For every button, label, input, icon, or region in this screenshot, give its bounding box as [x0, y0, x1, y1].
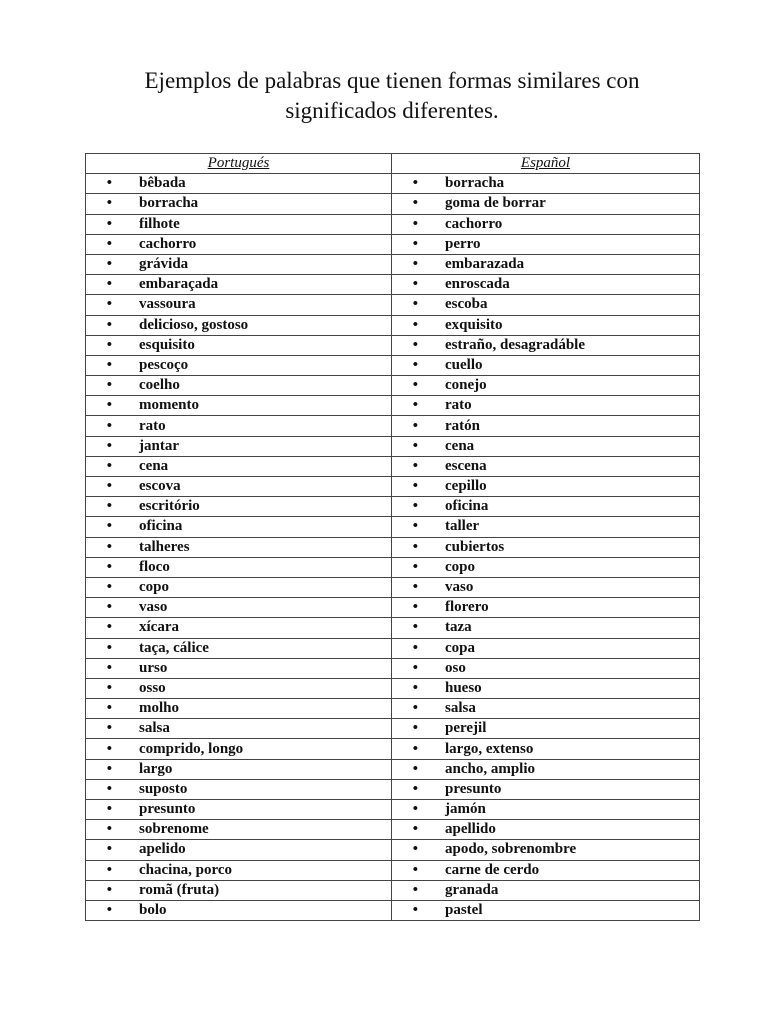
- bullet-icon: •: [412, 478, 418, 495]
- spanish-word: cubiertos: [445, 538, 505, 555]
- spanish-word-cell: [392, 719, 700, 739]
- bullet-icon: •: [106, 780, 112, 797]
- spanish-word: oficina: [445, 498, 489, 515]
- portuguese-word: borracha: [139, 195, 199, 212]
- bullet-icon: •: [412, 336, 418, 353]
- spanish-word-cell: [392, 759, 700, 779]
- bullet-icon: •: [106, 881, 112, 898]
- bullet-icon: •: [106, 175, 112, 192]
- spanish-word-cell: [392, 214, 700, 234]
- portuguese-word-cell: [86, 456, 392, 476]
- spanish-word-cell: [392, 678, 700, 698]
- table-row: [86, 254, 700, 274]
- portuguese-word-cell: [86, 900, 392, 920]
- portuguese-word: jantar: [139, 437, 179, 454]
- table-row: [86, 678, 700, 698]
- bullet-icon: •: [106, 296, 112, 313]
- portuguese-word: sobrenome: [139, 821, 209, 838]
- portuguese-word: taça, cálice: [139, 639, 209, 656]
- spanish-word: salsa: [445, 700, 476, 717]
- bullet-icon: •: [106, 821, 112, 838]
- spanish-word-cell: [392, 739, 700, 759]
- spanish-word: conejo: [445, 377, 487, 394]
- portuguese-word: bolo: [139, 902, 167, 919]
- table-row: [86, 295, 700, 315]
- bullet-icon: •: [412, 760, 418, 777]
- portuguese-word-cell: [86, 779, 392, 799]
- table-row: [86, 537, 700, 557]
- table-row: [86, 376, 700, 396]
- spanish-word-cell: [392, 880, 700, 900]
- portuguese-word-cell: [86, 678, 392, 698]
- bullet-icon: •: [412, 316, 418, 333]
- bullet-icon: •: [412, 679, 418, 696]
- portuguese-word: bêbada: [139, 175, 186, 192]
- portuguese-word-cell: [86, 598, 392, 618]
- bullet-icon: •: [412, 861, 418, 878]
- spanish-word: oso: [445, 659, 466, 676]
- bullet-icon: •: [412, 195, 418, 212]
- table-row: [86, 436, 700, 456]
- portuguese-word: oficina: [139, 518, 183, 535]
- bullet-icon: •: [106, 700, 112, 717]
- bullet-icon: •: [412, 457, 418, 474]
- bullet-icon: •: [106, 760, 112, 777]
- bullet-icon: •: [106, 478, 112, 495]
- vocabulary-table: [85, 153, 700, 921]
- portuguese-word: osso: [139, 679, 166, 696]
- spanish-word: estraño, desagradáble: [445, 336, 585, 353]
- spanish-word: florero: [445, 599, 489, 616]
- header-espanol: Español: [392, 154, 700, 174]
- portuguese-word: romã (fruta): [139, 881, 220, 898]
- bullet-icon: •: [412, 175, 418, 192]
- bullet-icon: •: [106, 720, 112, 737]
- portuguese-word: salsa: [139, 720, 170, 737]
- bullet-icon: •: [106, 397, 112, 414]
- portuguese-word: largo: [139, 760, 173, 777]
- portuguese-word-cell: [86, 174, 392, 194]
- table-row: [86, 759, 700, 779]
- table-row: [86, 800, 700, 820]
- portuguese-word: pescoço: [139, 356, 189, 373]
- portuguese-word-cell: [86, 517, 392, 537]
- portuguese-word-cell: [86, 214, 392, 234]
- bullet-icon: •: [106, 740, 112, 757]
- bullet-icon: •: [412, 619, 418, 636]
- spanish-word-cell: [392, 275, 700, 295]
- bullet-icon: •: [412, 720, 418, 737]
- spanish-word-cell: [392, 456, 700, 476]
- spanish-word: apodo, sobrenombre: [445, 841, 577, 858]
- bullet-icon: •: [106, 558, 112, 575]
- spanish-word: carne de cerdo: [445, 861, 540, 878]
- table-header-row: [86, 154, 700, 174]
- bullet-icon: •: [106, 215, 112, 232]
- portuguese-word: comprido, longo: [139, 740, 244, 757]
- spanish-word: hueso: [445, 679, 482, 696]
- bullet-icon: •: [412, 801, 418, 818]
- portuguese-word-cell: [86, 537, 392, 557]
- table-row: [86, 497, 700, 517]
- spanish-word-cell: [392, 860, 700, 880]
- portuguese-word: urso: [139, 659, 168, 676]
- portuguese-word-cell: [86, 658, 392, 678]
- spanish-word: vaso: [445, 579, 474, 596]
- spanish-word-cell: [392, 416, 700, 436]
- bullet-icon: •: [106, 659, 112, 676]
- table-row: [86, 557, 700, 577]
- table-row: [86, 355, 700, 375]
- spanish-word-cell: [392, 557, 700, 577]
- spanish-word: apellido: [445, 821, 496, 838]
- portuguese-word: delicioso, gostoso: [139, 316, 249, 333]
- spanish-word: embarazada: [445, 256, 525, 273]
- portuguese-word-cell: [86, 295, 392, 315]
- table-row: [86, 275, 700, 295]
- spanish-word-cell: [392, 820, 700, 840]
- table-row: [86, 658, 700, 678]
- portuguese-word: xícara: [139, 619, 179, 636]
- bullet-icon: •: [106, 861, 112, 878]
- portuguese-word-cell: [86, 416, 392, 436]
- bullet-icon: •: [106, 538, 112, 555]
- header-portugues: Portugués: [86, 154, 392, 174]
- portuguese-word-cell: [86, 860, 392, 880]
- table-row: [86, 234, 700, 254]
- portuguese-word: cachorro: [139, 235, 197, 252]
- bullet-icon: •: [106, 457, 112, 474]
- bullet-icon: •: [106, 902, 112, 919]
- spanish-word: escoba: [445, 296, 488, 313]
- bullet-icon: •: [412, 296, 418, 313]
- table-row: [86, 900, 700, 920]
- bullet-icon: •: [412, 579, 418, 596]
- spanish-word-cell: [392, 598, 700, 618]
- bullet-icon: •: [412, 215, 418, 232]
- table-row: [86, 315, 700, 335]
- table-row: [86, 779, 700, 799]
- spanish-word-cell: [392, 779, 700, 799]
- table-row: [86, 699, 700, 719]
- portuguese-word: momento: [139, 397, 199, 414]
- portuguese-word-cell: [86, 880, 392, 900]
- bullet-icon: •: [106, 498, 112, 515]
- spanish-word-cell: [392, 295, 700, 315]
- bullet-icon: •: [106, 619, 112, 636]
- bullet-icon: •: [412, 417, 418, 434]
- table-row: [86, 739, 700, 759]
- spanish-word: enroscada: [445, 276, 510, 293]
- portuguese-word: talheres: [139, 538, 190, 555]
- bullet-icon: •: [412, 881, 418, 898]
- portuguese-word-cell: [86, 477, 392, 497]
- bullet-icon: •: [412, 356, 418, 373]
- table-row: [86, 598, 700, 618]
- spanish-word-cell: [392, 477, 700, 497]
- portuguese-word-cell: [86, 800, 392, 820]
- spanish-word: ancho, amplio: [445, 760, 536, 777]
- portuguese-word-cell: [86, 719, 392, 739]
- bullet-icon: •: [106, 276, 112, 293]
- portuguese-word-cell: [86, 355, 392, 375]
- spanish-word-cell: [392, 537, 700, 557]
- table-row: [86, 880, 700, 900]
- bullet-icon: •: [106, 336, 112, 353]
- bullet-icon: •: [412, 780, 418, 797]
- spanish-word-cell: [392, 355, 700, 375]
- table-row: [86, 577, 700, 597]
- portuguese-word: copo: [139, 579, 169, 596]
- spanish-word-cell: [392, 900, 700, 920]
- portuguese-word: escritório: [139, 498, 200, 515]
- table-row: [86, 618, 700, 638]
- portuguese-word: embaraçada: [139, 276, 219, 293]
- spanish-word-cell: [392, 638, 700, 658]
- portuguese-word-cell: [86, 396, 392, 416]
- spanish-word: pastel: [445, 902, 483, 919]
- bullet-icon: •: [106, 801, 112, 818]
- bullet-icon: •: [412, 841, 418, 858]
- bullet-icon: •: [412, 518, 418, 535]
- bullet-icon: •: [412, 639, 418, 656]
- bullet-icon: •: [106, 437, 112, 454]
- portuguese-word: presunto: [139, 801, 196, 818]
- table-row: [86, 396, 700, 416]
- table-row: [86, 477, 700, 497]
- bullet-icon: •: [412, 498, 418, 515]
- title-line-1: Ejemplos de palabras que tienen formas similares con: [144, 68, 640, 93]
- portuguese-word-cell: [86, 739, 392, 759]
- spanish-word-cell: [392, 376, 700, 396]
- portuguese-word-cell: [86, 557, 392, 577]
- portuguese-word: rato: [139, 417, 166, 434]
- bullet-icon: •: [106, 356, 112, 373]
- portuguese-word: vaso: [139, 599, 168, 616]
- portuguese-word-cell: [86, 436, 392, 456]
- bullet-icon: •: [106, 841, 112, 858]
- portuguese-word-cell: [86, 820, 392, 840]
- portuguese-word: cena: [139, 457, 169, 474]
- portuguese-word-cell: [86, 335, 392, 355]
- portuguese-word-cell: [86, 577, 392, 597]
- bullet-icon: •: [106, 579, 112, 596]
- spanish-word: presunto: [445, 780, 502, 797]
- spanish-word: ratón: [445, 417, 480, 434]
- bullet-icon: •: [106, 417, 112, 434]
- title-line-2: significados diferentes.: [285, 98, 499, 123]
- spanish-word-cell: [392, 254, 700, 274]
- spanish-word: escena: [445, 457, 487, 474]
- spanish-word-cell: [392, 658, 700, 678]
- spanish-word: cena: [445, 437, 475, 454]
- table-row: [86, 174, 700, 194]
- portuguese-word: molho: [139, 700, 180, 717]
- portuguese-word: filhote: [139, 215, 180, 232]
- portuguese-word-cell: [86, 618, 392, 638]
- spanish-word-cell: [392, 234, 700, 254]
- table-body: [86, 174, 700, 921]
- spanish-word: largo, extenso: [445, 740, 534, 757]
- bullet-icon: •: [106, 377, 112, 394]
- spanish-word-cell: [392, 618, 700, 638]
- table-row: [86, 335, 700, 355]
- portuguese-word: floco: [139, 558, 170, 575]
- spanish-word-cell: [392, 800, 700, 820]
- table-row: [86, 517, 700, 537]
- spanish-word: copo: [445, 558, 475, 575]
- portuguese-word-cell: [86, 376, 392, 396]
- bullet-icon: •: [412, 740, 418, 757]
- spanish-word: rato: [445, 397, 472, 414]
- portuguese-word: apelido: [139, 841, 186, 858]
- bullet-icon: •: [412, 902, 418, 919]
- spanish-word: borracha: [445, 175, 505, 192]
- spanish-word: cuello: [445, 356, 483, 373]
- spanish-word-cell: [392, 315, 700, 335]
- portuguese-word-cell: [86, 194, 392, 214]
- table-row: [86, 820, 700, 840]
- portuguese-word: coelho: [139, 377, 180, 394]
- spanish-word: taller: [445, 518, 480, 535]
- bullet-icon: •: [412, 821, 418, 838]
- bullet-icon: •: [412, 437, 418, 454]
- spanish-word: perejil: [445, 720, 487, 737]
- bullet-icon: •: [412, 700, 418, 717]
- portuguese-word: chacina, porco: [139, 861, 233, 878]
- spanish-word: exquisito: [445, 316, 503, 333]
- bullet-icon: •: [106, 235, 112, 252]
- portuguese-word-cell: [86, 840, 392, 860]
- spanish-word-cell: [392, 335, 700, 355]
- spanish-word: goma de borrar: [445, 195, 546, 212]
- spanish-word-cell: [392, 577, 700, 597]
- portuguese-word-cell: [86, 234, 392, 254]
- bullet-icon: •: [412, 276, 418, 293]
- spanish-word: copa: [445, 639, 475, 656]
- portuguese-word-cell: [86, 315, 392, 335]
- table-row: [86, 840, 700, 860]
- table-row: [86, 214, 700, 234]
- spanish-word: perro: [445, 235, 481, 252]
- bullet-icon: •: [412, 397, 418, 414]
- table-row: [86, 719, 700, 739]
- spanish-word-cell: [392, 436, 700, 456]
- portuguese-word-cell: [86, 275, 392, 295]
- spanish-word: cachorro: [445, 215, 503, 232]
- portuguese-word-cell: [86, 497, 392, 517]
- spanish-word: taza: [445, 619, 472, 636]
- spanish-word-cell: [392, 699, 700, 719]
- portuguese-word-cell: [86, 699, 392, 719]
- bullet-icon: •: [412, 538, 418, 555]
- spanish-word: cepillo: [445, 478, 487, 495]
- spanish-word-cell: [392, 396, 700, 416]
- portuguese-word-cell: [86, 638, 392, 658]
- bullet-icon: •: [106, 679, 112, 696]
- bullet-icon: •: [412, 599, 418, 616]
- bullet-icon: •: [412, 256, 418, 273]
- bullet-icon: •: [106, 316, 112, 333]
- bullet-icon: •: [106, 195, 112, 212]
- bullet-icon: •: [412, 558, 418, 575]
- portuguese-word: escova: [139, 478, 181, 495]
- portuguese-word: grávida: [139, 256, 189, 273]
- portuguese-word: vassoura: [139, 296, 196, 313]
- bullet-icon: •: [106, 599, 112, 616]
- bullet-icon: •: [106, 256, 112, 273]
- table-row: [86, 638, 700, 658]
- spanish-word-cell: [392, 517, 700, 537]
- bullet-icon: •: [412, 235, 418, 252]
- portuguese-word-cell: [86, 254, 392, 274]
- table-row: [86, 416, 700, 436]
- table-row: [86, 860, 700, 880]
- table-row: [86, 456, 700, 476]
- spanish-word-cell: [392, 174, 700, 194]
- spanish-word: jamón: [445, 801, 486, 818]
- spanish-word-cell: [392, 194, 700, 214]
- spanish-word-cell: [392, 840, 700, 860]
- bullet-icon: •: [412, 377, 418, 394]
- portuguese-word: esquisito: [139, 336, 195, 353]
- bullet-icon: •: [106, 518, 112, 535]
- bullet-icon: •: [106, 639, 112, 656]
- document-title: [0, 66, 768, 126]
- portuguese-word-cell: [86, 759, 392, 779]
- table-row: [86, 194, 700, 214]
- spanish-word-cell: [392, 497, 700, 517]
- spanish-word: granada: [445, 881, 499, 898]
- bullet-icon: •: [412, 659, 418, 676]
- portuguese-word: suposto: [139, 780, 188, 797]
